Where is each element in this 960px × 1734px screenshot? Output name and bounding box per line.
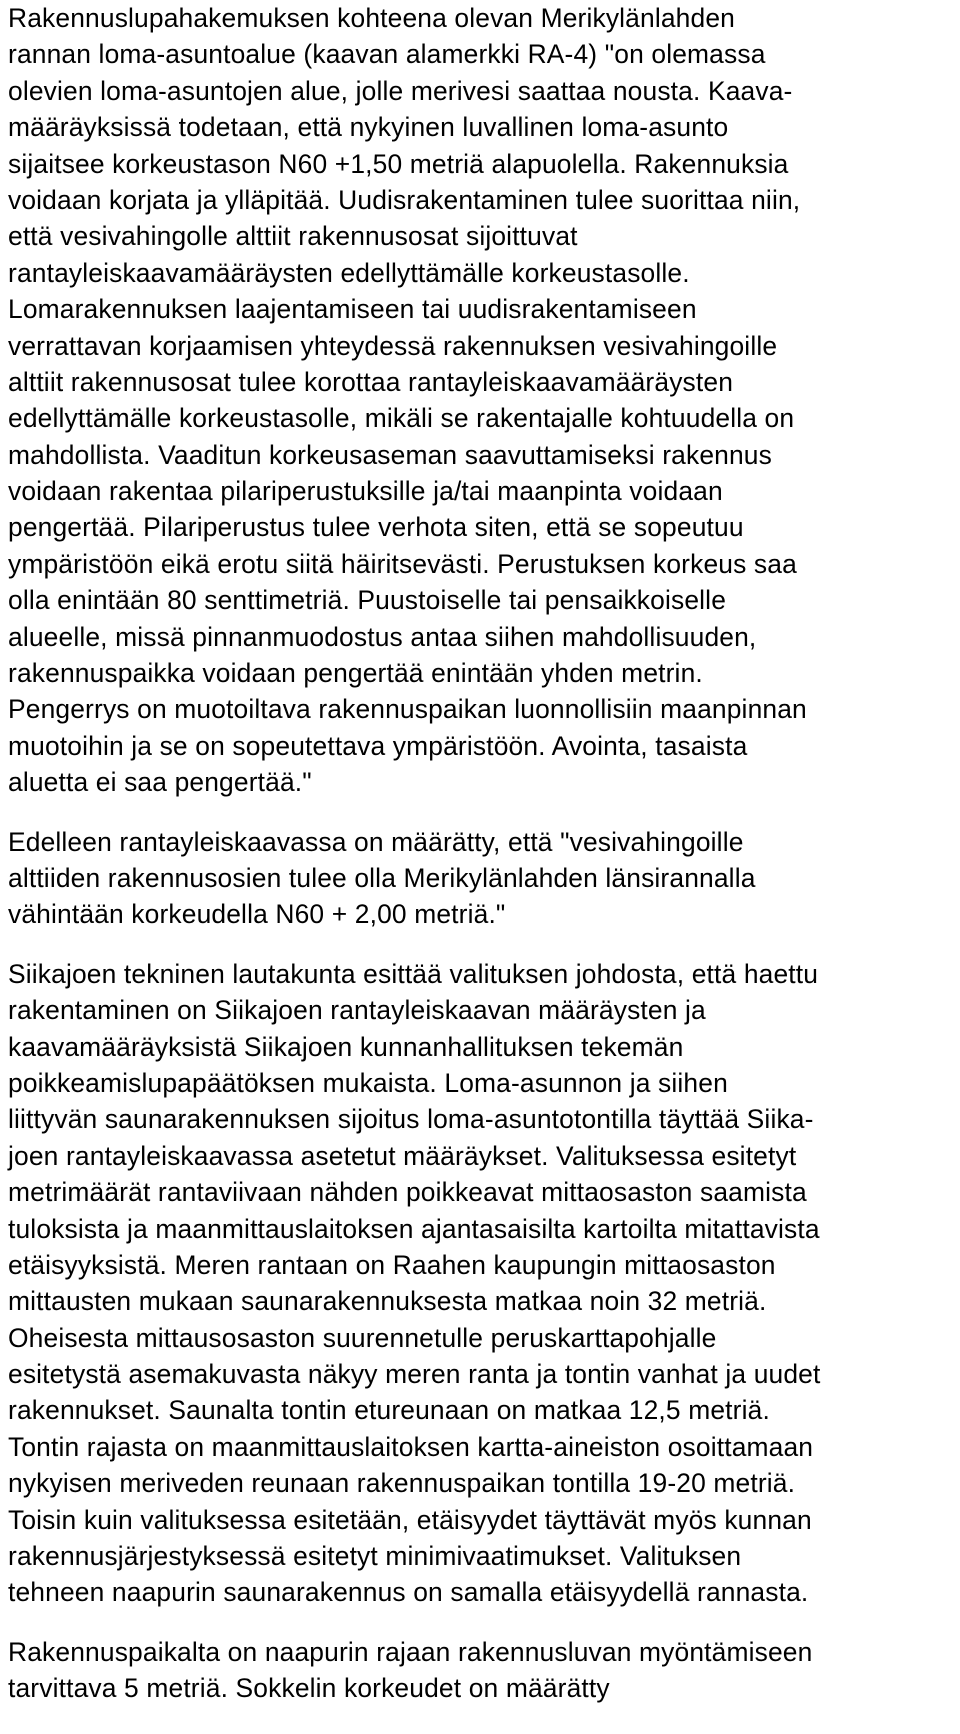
text-line: Siikajoen tekninen lautakunta esittää valituksen johdosta, että haettu bbox=[8, 958, 819, 989]
text-line: tehneen naapurin saunarakennus on samalla etäisyydellä rannasta. bbox=[8, 1577, 809, 1608]
text-line: joen rantayleiskaavassa asetetut määräykset. Valituksessa esitetyt bbox=[8, 1140, 797, 1171]
text-line: Edelleen rantayleiskaavassa on määrätty, että "vesivahingoille bbox=[8, 826, 744, 857]
paragraph-spacer bbox=[8, 801, 958, 824]
text-line: rakentaminen on Siikajoen rantayleiskaavan määräysten ja bbox=[8, 995, 706, 1026]
text-line: voidaan korjata ja ylläpitää. Uudisrakentaminen tulee suorittaa niin, bbox=[8, 184, 801, 215]
paragraph-spacer bbox=[8, 1611, 958, 1634]
text-line: olevien loma-asuntojen alue, jolle merivesi saattaa nousta. Kaava- bbox=[8, 75, 793, 106]
text-line: metrimäärät rantaviivaan nähden poikkeavat mittaosaston saamista bbox=[8, 1177, 807, 1208]
text-line: määräyksissä todetaan, että nykyinen luvallinen loma-asunto bbox=[8, 112, 729, 143]
text-line: Oheisesta mittausosaston suurennetulle peruskarttapohjalle bbox=[8, 1322, 717, 1353]
text-line: vähintään korkeudella N60 + 2,00 metriä." bbox=[8, 899, 506, 930]
text-line: alueelle, missä pinnanmuodostus antaa siihen mahdollisuuden, bbox=[8, 621, 757, 652]
text-line: rannan loma-asuntoalue (kaavan alamerkki RA-4) "on olemassa bbox=[8, 39, 766, 70]
text-line: olla enintään 80 senttimetriä. Puustoiselle tai pensaikkoiselle bbox=[8, 585, 727, 616]
paragraph-kaavamaaraykset bbox=[8, 0, 958, 801]
text-line: rakennuspaikka voidaan pengertää enintään yhden metrin. bbox=[8, 658, 703, 689]
text-line: liittyvän saunarakennuksen sijoitus loma-asuntotontilla täyttää Siika- bbox=[8, 1104, 814, 1135]
text-line: pengertää. Pilariperustus tulee verhota siten, että se sopeutuu bbox=[8, 512, 744, 543]
text-line: alttiiden rakennusosien tulee olla Merikylänlahden länsirannalla bbox=[8, 862, 756, 893]
text-line: Lomarakennuksen laajentamiseen tai uudisrakentamiseen bbox=[8, 294, 697, 325]
text-line: kaavamääräyksistä Siikajoen kunnanhallituksen tekemän bbox=[8, 1031, 684, 1062]
text-line: tuloksista ja maanmittauslaitoksen ajantasaisilta kartoilta mitattavista bbox=[8, 1213, 820, 1244]
text-line: nykyisen meriveden reunaan rakennuspaikan tontilla 19-20 metriä. bbox=[8, 1468, 796, 1499]
text-line: mahdollista. Vaaditun korkeusaseman saavuttamiseksi rakennus bbox=[8, 439, 772, 470]
text-line: Pengerrys on muotoiltava rakennuspaikan luonnollisiin maanpinnan bbox=[8, 694, 807, 725]
document-page bbox=[8, 0, 958, 1707]
text-line: rakennukset. Saunalta tontin etureunaan on matkaa 12,5 metriä. bbox=[8, 1395, 770, 1426]
text-line: Toisin kuin valituksessa esitetään, etäisyydet täyttävät myös kunnan bbox=[8, 1504, 812, 1535]
text-line: että vesivahingolle alttiit rakennusosat sijoittuvat bbox=[8, 221, 578, 252]
text-line: edellyttämälle korkeustasolle, mikäli se rakentajalle kohtuudella on bbox=[8, 403, 795, 434]
text-line: voidaan rakentaa pilariperustuksille ja/tai maanpinta voidaan bbox=[8, 476, 723, 507]
text-line: Rakennuslupahakemuksen kohteena olevan Merikylänlahden bbox=[8, 3, 735, 33]
text-line: mittausten mukaan saunarakennuksesta matkaa noin 32 metriä. bbox=[8, 1286, 767, 1317]
text-line: poikkeamislupapäätöksen mukaista. Loma-asunnon ja siihen bbox=[8, 1067, 728, 1098]
text-line: tarvittava 5 metriä. Sokkelin korkeudet on määrätty bbox=[8, 1673, 610, 1704]
text-line: verrattavan korjaamisen yhteydessä rakennuksen vesivahingoille bbox=[8, 330, 778, 361]
paragraph-rakennuspaikka bbox=[8, 1634, 958, 1707]
paragraph-rantayleiskaava bbox=[8, 824, 958, 933]
text-line: rantayleiskaavamääräysten edellyttämälle korkeustasolle. bbox=[8, 257, 690, 288]
text-line: rakennusjärjestyksessä esitetyt minimivaatimukset. Valituksen bbox=[8, 1541, 742, 1572]
text-line: Rakennuspaikalta on naapurin rajaan rakennusluvan myöntämiseen bbox=[8, 1636, 813, 1667]
text-line: ympäristöön eikä erotu siitä häiritsevästi. Perustuksen korkeus saa bbox=[8, 548, 797, 579]
text-line: esitetystä asemakuvasta näkyy meren ranta ja tontin vanhat ja uudet bbox=[8, 1359, 821, 1390]
text-line: sijaitsee korkeustason N60 +1,50 metriä alapuolella. Rakennuksia bbox=[8, 148, 789, 179]
text-line: muotoihin ja se on sopeutettava ympäristöön. Avointa, tasaista bbox=[8, 730, 748, 761]
paragraph-lautakunta bbox=[8, 956, 958, 1611]
text-line: Tontin rajasta on maanmittauslaitoksen kartta-aineiston osoittamaan bbox=[8, 1431, 814, 1462]
text-line: etäisyyksistä. Meren rantaan on Raahen kaupungin mittaosaston bbox=[8, 1249, 776, 1280]
text-line: alttiit rakennusosat tulee korottaa rantayleiskaavamääräysten bbox=[8, 366, 734, 397]
text-line: aluetta ei saa pengertää." bbox=[8, 767, 312, 798]
paragraph-spacer bbox=[8, 933, 958, 956]
